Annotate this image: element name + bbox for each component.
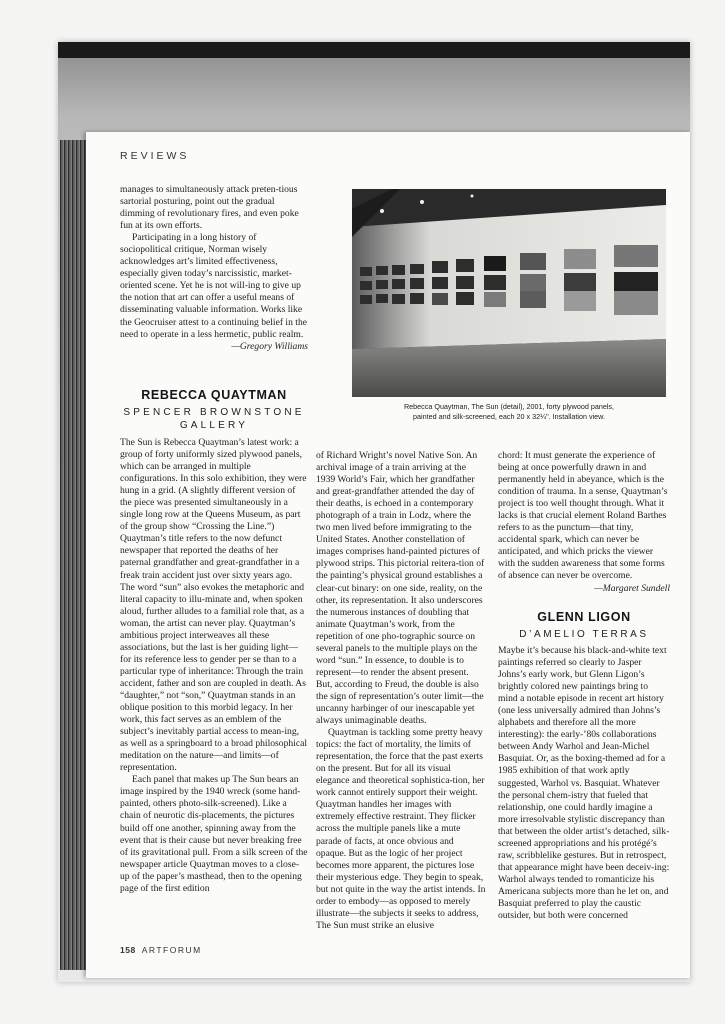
review1-column-3 xyxy=(498,450,670,595)
review1-byline: —Margaret Sundell xyxy=(594,582,670,594)
caption-line-1: Rebecca Quaytman, The Sun (detail), 2001, forty plywood panels, xyxy=(403,402,615,411)
review1-col2-paragraph-1: of Richard Wright’s novel Native Son. An archival image of a train arriving at the 1939 World’s Fair, which her grandfather and great-grandfather attended the day of their deaths, is echoed in a contemporary photograph of a train in Lodz, where the two men lived before immigrating to the United States. Another constellation of images comprises hand-painted pictures of plywood strips. This pictorial reitera-tion of the painting’s physical ground establishes a clear-cut binary: on one side, reality, on the other, its representation. It also underscores the numerous instances of doubling that animate Quaytman’s work, from the repetition of one pho-tographic source on several panels to the multiple plays on the word “sun.” In essence, to double is to represent—to render the absent present. But, according to Freud, the double is also the sign of representation’s outer limit—the uncanny harbinger of our inescapable yet always unimaginable deaths. xyxy=(316,450,485,727)
page-number: 158 xyxy=(120,945,136,955)
review2-artist: GLENN LIGON xyxy=(537,610,631,624)
review1-paragraph-2: Each panel that makes up The Sun bears an image inspired by the 1940 wreck (some hand-painted, others photo-silk-screened). Like a chain of neurotic dis-placements, the pictures build off one another, spinning away from the event that is their cause but never breaking free of its gravitational pull. From a silk screen of the newspaper article Quaytman moves to a close-up of the paper’s masthead, then to the opening page of the first edition xyxy=(120,774,308,894)
review1-artist: REBECCA QUAYTMAN xyxy=(141,388,287,402)
background-page-top-bar xyxy=(58,42,690,58)
review1-heading xyxy=(120,388,308,432)
review2-gallery: D’AMELIO TERRAS xyxy=(519,629,649,640)
review1-column-2 xyxy=(316,450,486,932)
photo-caption xyxy=(352,402,666,422)
installation-photo xyxy=(352,189,666,397)
page-footer xyxy=(120,945,202,955)
review1-gallery-line1: SPENCER BROWNSTONE xyxy=(123,407,305,418)
review1-gallery-line2: GALLERY xyxy=(179,420,249,431)
prev-paragraph-1: manages to simultaneously attack preten-tious sartorial posturing, point out the gradual dimming of revolutionary fires, and even poke fun at its own efforts. xyxy=(120,184,299,232)
prev-byline: —Gregory Williams xyxy=(231,340,308,352)
caption-line-2: painted and silk-screened, each 20 x 32¼". Installation view. xyxy=(413,412,605,421)
review1-col3-paragraph-1: chord: It must generate the experience of being at once powerfully drawn in and permanently held in abeyance, which is the condition of trauma. In a sense, Quaytman’s project is too well thought through. What it lacks is that crucial element Roland Barthes refers to as the punctum—that tiny, accidental spark, which can never be anticipated, and which pricks the viewer with the sudden awareness that some forms of absence can never be overcome. xyxy=(498,450,668,582)
review1-col2-paragraph-2: Quaytman is tackling some pretty heavy topics: the fact of mortality, the limits of representation, the force that the past exerts on the present. But for all its visual elegance and theoretical sophistica-tion, her work cannot entirely support their weight. Quaytman handles her images with extremely effective restraint. They flicker across the multiple panels like a mute parade of facts, at once obvious and opaque. But as the logic of her project becomes more apparent, the pictures lose their mysterious edge. They begin to speak, but not quite in the way the artist intends. In order to embody—as opposed to merely illustrate—the subjects it seeks to address, The Sun must strike an elusive xyxy=(316,727,486,931)
prev-paragraph-2: Participating in a long history of sociopolitical critique, Norman wisely acknowledges art’s limited effectiveness, especially given today’s narcissistic, market-oriented scene. Yet he is not will-ing to give up the notion that art can offer a useful means of disseminating valuable information. Works like the Geocruiser attest to a continuing belief in the need to operate in a less hermetic, public realm. xyxy=(120,232,308,340)
review2-heading xyxy=(498,610,670,641)
review1-paragraph-1: The Sun is Rebecca Quaytman’s latest work: a group of forty uniformly sized plywood panels, which can be arranged in multiple configurations. In this solo exhibition, they were hung in a grid. (A slightly different version of the piece was presented simultaneously in a single long row at the Queens Museum, as part of the group show “Crossing the Line.”) Quaytman’s title refers to the now defunct newspaper that reported the deaths of her paternal grandfather and great-grandfather in a freak train accident just over sixty years ago. The word “sun” also evokes the metaphoric and literal capacity to illu-minate and, when spoken aloud, further alludes to a familial role that, as a woman, the artist can never play. Quaytman’s ambitious project interweaves all these associations, but the last is her guiding light—for its reference less to gender per se than to a particular type of inheritance: Through the train accident, father and son are coupled in death. As “daughter,” not “son,” Quaytman stands in an oblique position to this morbid legacy. In her work, this fact serves as an emblem of the subject’s inevitably partial access to mean-ing, as well as a springboard to a broad philosophical meditation on the nature—and limits—of representation. xyxy=(120,437,308,774)
review2-paragraph-1: Maybe it’s because his black-and-white text paintings referred so clearly to Jasper Johns’s early work, but Glenn Ligon’s brightly colored new paintings bring to mind a notable episode in recent art history (one less universally admired than Johns’s alphabets and therefore all the more interesting): the early-’80s collaborations between Andy Warhol and Jean-Michel Basquiat. Or, as the boxing-themed ad for a 1985 exhibition of that work aptly suggested, Warhol vs. Basquiat. Whatever the personal chem-istry that fueled that relationship, one could hardly imagine a more irresolvable stylistic discrepancy than that between the older artist’s detached, silk-screened appropriations and his protégé’s raw, scribblelike gestures. But in retrospect, that appearance might have been deceiv-ing: Warhol always tended to romanticize his Americana subjects more than he let on, and Basquiat preferred to play the caustic outsider, but both were concerned xyxy=(498,645,670,922)
section-header: REVIEWS xyxy=(120,150,190,162)
review2-column xyxy=(498,645,670,922)
gallery-installation-image xyxy=(352,189,666,397)
review1-column-1 xyxy=(120,437,308,895)
publication-name: ARTFORUM xyxy=(141,945,202,955)
previous-review-text xyxy=(120,184,308,353)
